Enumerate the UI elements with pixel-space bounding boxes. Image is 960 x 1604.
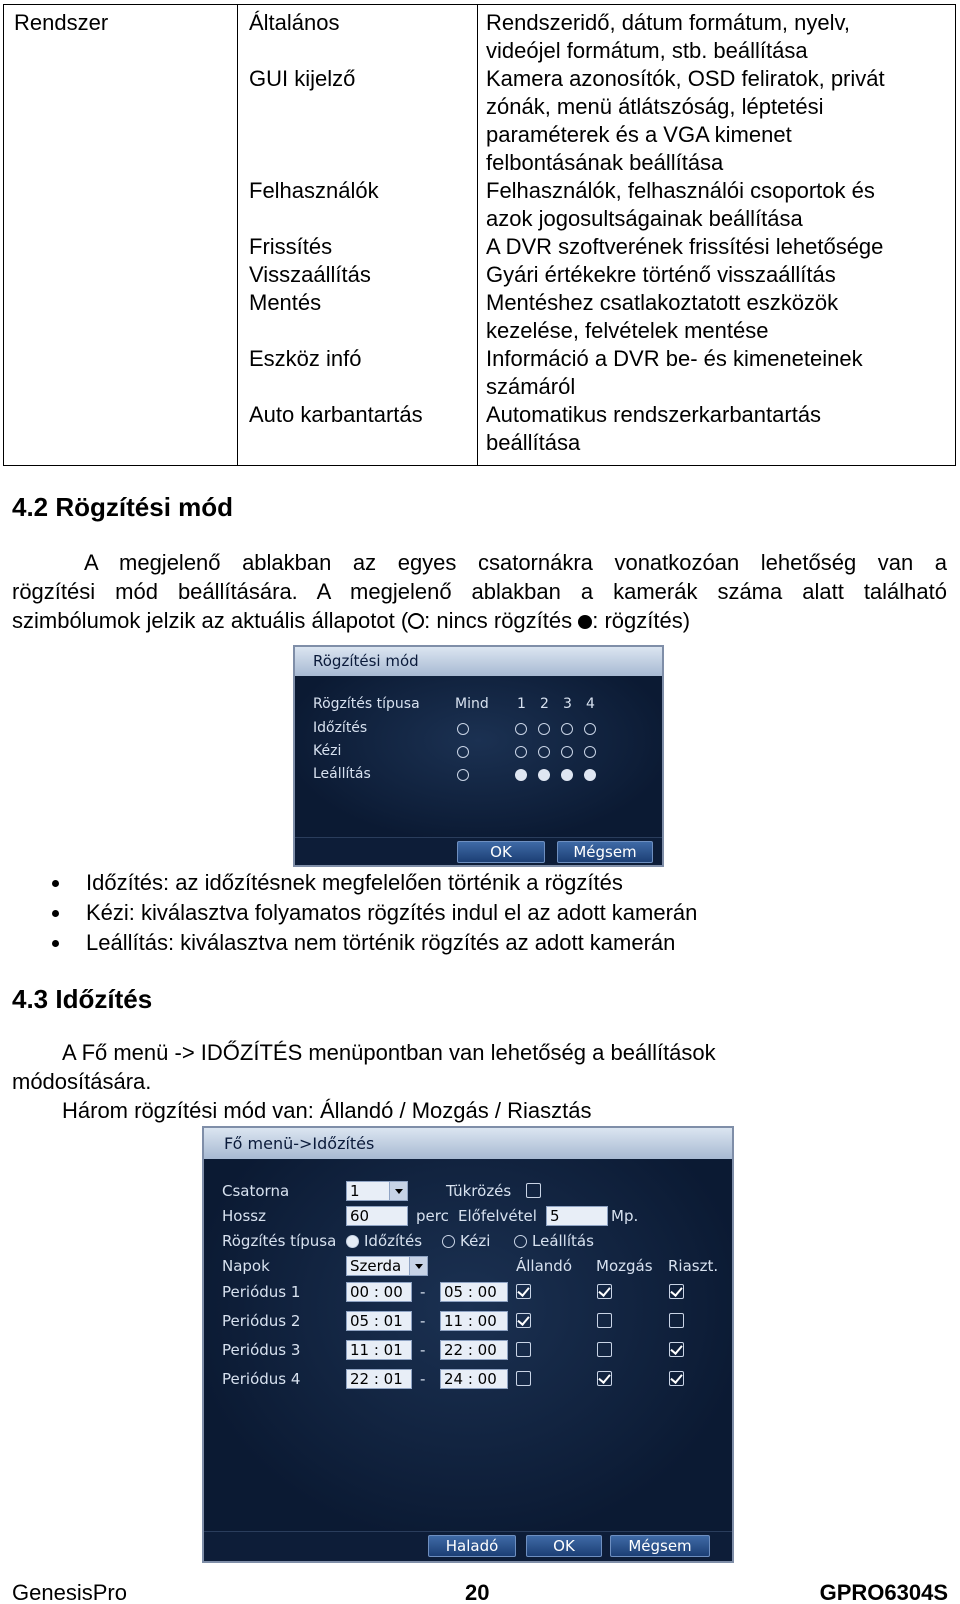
- record-type-option-label: Leállítás: [532, 1232, 594, 1250]
- constant-checkbox[interactable]: [516, 1284, 531, 1299]
- paragraph-text: : nincs rögzítés: [424, 608, 579, 633]
- motion-column-header: Mozgás: [596, 1257, 653, 1275]
- channel-mode-radio[interactable]: [584, 746, 596, 758]
- channel-mode-radio[interactable]: [584, 769, 596, 781]
- channel-mode-radio[interactable]: [584, 723, 596, 735]
- channel-mode-radio[interactable]: [561, 723, 573, 735]
- channel-number-header: 4: [586, 696, 595, 712]
- period-separator: -: [420, 1312, 426, 1330]
- footer-brand: GenesisPro: [12, 1580, 127, 1604]
- paragraph-line: Három rögzítési mód van: Állandó / Mozgás / Riasztás: [62, 1098, 592, 1123]
- all-channels-radio[interactable]: [457, 723, 469, 735]
- alarm-checkbox[interactable]: [669, 1342, 684, 1357]
- advanced-button[interactable]: Haladó: [428, 1535, 516, 1557]
- record-type-option-label: Kézi: [460, 1232, 491, 1250]
- chevron-down-icon: [409, 1257, 427, 1275]
- length-unit: perc: [416, 1207, 449, 1225]
- constant-checkbox[interactable]: [516, 1313, 531, 1328]
- table-category: Rendszer: [14, 10, 109, 35]
- period-label: Periódus 4: [222, 1370, 301, 1388]
- all-channels-radio[interactable]: [457, 746, 469, 758]
- constant-checkbox[interactable]: [516, 1371, 531, 1386]
- period-label: Periódus 2: [222, 1312, 301, 1330]
- table-row-description: kezelése, felvételek mentése: [486, 318, 769, 343]
- channel-label: Csatorna: [222, 1182, 290, 1200]
- table-row-description: Mentéshez csatlakoztatott eszközök: [486, 290, 839, 315]
- days-value: Szerda: [350, 1257, 402, 1275]
- period-end-input[interactable]: 11 : 00: [440, 1311, 508, 1331]
- channel-mode-radio[interactable]: [561, 746, 573, 758]
- period-start-input[interactable]: 05 : 01: [346, 1311, 412, 1331]
- table-row-name: Általános: [249, 10, 340, 35]
- table-row-description: azok jogosultságainak beállítása: [486, 206, 803, 231]
- alarm-checkbox[interactable]: [669, 1284, 684, 1299]
- channel-mode-radio[interactable]: [538, 746, 550, 758]
- table-row-description: Rendszeridő, dátum formátum, nyelv,: [486, 10, 850, 35]
- channel-mode-radio[interactable]: [515, 723, 527, 735]
- alarm-checkbox[interactable]: [669, 1371, 684, 1386]
- record-mode-dialog: [293, 645, 664, 867]
- paragraph-text: szimbólumok jelzik az aktuális állapotot (: [12, 608, 409, 633]
- table-row-description: felbontásának beállítása: [486, 150, 724, 175]
- all-channels-radio[interactable]: [457, 769, 469, 781]
- record-type-label: Rögzítés típusa: [222, 1232, 337, 1250]
- channel-mode-radio[interactable]: [561, 769, 573, 781]
- record-type-header: Rögzítés típusa: [313, 696, 420, 712]
- channel-mode-radio[interactable]: [515, 746, 527, 758]
- paragraph-line: [12, 606, 947, 635]
- system-menu-table: [3, 4, 956, 466]
- paragraph-line: módosítására.: [12, 1069, 152, 1094]
- motion-checkbox[interactable]: [597, 1342, 612, 1357]
- period-end-input[interactable]: 22 : 00: [440, 1340, 508, 1360]
- record-mode-row-label: Kézi: [313, 743, 342, 759]
- days-select[interactable]: [346, 1256, 428, 1276]
- list-item: Leállítás: kiválasztva nem történik rögzítés az adott kamerán: [52, 928, 697, 958]
- channel-value: 1: [350, 1182, 360, 1200]
- period-label: Periódus 1: [222, 1283, 301, 1301]
- channel-mode-radio[interactable]: [538, 723, 550, 735]
- page-number: 20: [465, 1580, 490, 1604]
- table-row-description: paraméterek és a VGA kimenet: [486, 122, 792, 147]
- alarm-column-header: Riaszt.: [668, 1257, 719, 1275]
- mirror-label: Tükrözés: [446, 1182, 512, 1200]
- ok-button[interactable]: OK: [457, 841, 545, 863]
- cancel-button[interactable]: Mégsem: [557, 841, 653, 863]
- constant-column-header: Állandó: [516, 1257, 572, 1275]
- section-heading-4-2: 4.2 Rögzítési mód: [12, 492, 234, 522]
- cancel-button[interactable]: Mégsem: [610, 1535, 710, 1557]
- record-type-radio[interactable]: [514, 1235, 527, 1248]
- table-row-name: Mentés: [249, 290, 322, 315]
- table-row-description: beállítása: [486, 430, 581, 455]
- table-row-description: Automatikus rendszerkarbantartás: [486, 402, 822, 427]
- period-separator: -: [420, 1283, 426, 1301]
- channel-mode-radio[interactable]: [515, 769, 527, 781]
- motion-checkbox[interactable]: [597, 1371, 612, 1386]
- length-input[interactable]: 60: [346, 1206, 408, 1226]
- table-row-description: Információ a DVR be- és kimeneteinek: [486, 346, 863, 371]
- motion-checkbox[interactable]: [597, 1313, 612, 1328]
- period-separator: -: [420, 1370, 426, 1388]
- record-type-option-label: Időzítés: [364, 1232, 423, 1250]
- period-start-input[interactable]: 22 : 01: [346, 1369, 412, 1389]
- channel-mode-radio[interactable]: [538, 769, 550, 781]
- prerecord-unit: Mp.: [611, 1207, 639, 1225]
- table-row-name: Eszköz infó: [249, 346, 362, 371]
- period-label: Periódus 3: [222, 1341, 301, 1359]
- chevron-down-icon: [389, 1182, 407, 1200]
- channel-number-header: 3: [563, 696, 572, 712]
- paragraph-line: A megjelenő ablakban az egyes csatornákra vonatkozóan lehetőség van a: [84, 550, 947, 575]
- length-label: Hossz: [222, 1207, 266, 1225]
- prerecord-input[interactable]: 5: [546, 1206, 608, 1226]
- table-row-name: GUI kijelző: [249, 66, 356, 91]
- record-mode-row-label: Időzítés: [313, 720, 368, 736]
- table-row-name: Auto karbantartás: [249, 402, 423, 427]
- all-channels-header: Mind: [455, 696, 489, 712]
- table-row-description: számáról: [486, 374, 576, 399]
- alarm-checkbox[interactable]: [669, 1313, 684, 1328]
- dialog-title: Rögzítési mód: [295, 647, 662, 676]
- record-type-radio[interactable]: [442, 1235, 455, 1248]
- period-start-input[interactable]: 11 : 01: [346, 1340, 412, 1360]
- paragraph-text: : rögzítés): [592, 608, 691, 633]
- table-row-description: Felhasználók, felhasználói csoportok és: [486, 178, 875, 203]
- no-record-symbol-icon: [408, 613, 424, 629]
- record-mode-row-label: Leállítás: [313, 766, 371, 782]
- period-start-input[interactable]: 00 : 00: [346, 1282, 412, 1302]
- paragraph-line: A Fő menü -> IDŐZÍTÉS menüpontban van lehetőség a beállítások: [62, 1040, 716, 1065]
- channel-number-header: 1: [517, 696, 526, 712]
- table-row-description: A DVR szoftverének frissítési lehetősége: [486, 234, 884, 259]
- channel-select[interactable]: [346, 1181, 408, 1201]
- table-row-description: Kamera azonosítók, OSD feliratok, privát: [486, 66, 885, 91]
- ok-button[interactable]: OK: [526, 1535, 602, 1557]
- recording-symbol-icon: [578, 615, 592, 629]
- dialog-title: Fő menü->Időzítés: [204, 1128, 732, 1159]
- footer-model: GPRO6304S: [819, 1580, 948, 1604]
- days-label: Napok: [222, 1257, 270, 1275]
- mirror-checkbox[interactable]: [526, 1183, 541, 1198]
- page-footer: [12, 1580, 948, 1604]
- motion-checkbox[interactable]: [597, 1284, 612, 1299]
- section-heading-4-3: 4.3 Időzítés: [12, 984, 153, 1014]
- period-end-input[interactable]: 24 : 00: [440, 1369, 508, 1389]
- constant-checkbox[interactable]: [516, 1342, 531, 1357]
- table-row-description: videójel formátum, stb. beállítása: [486, 38, 808, 63]
- channel-number-header: 2: [540, 696, 549, 712]
- list-item: Időzítés: az időzítésnek megfelelően történik a rögzítés: [52, 868, 697, 898]
- table-row-name: Felhasználók: [249, 178, 379, 203]
- table-row-description: Gyári értékekre történő visszaállítás: [486, 262, 836, 287]
- table-row-name: Visszaállítás: [249, 262, 371, 287]
- prerecord-label: Előfelvétel: [458, 1207, 537, 1225]
- schedule-dialog: [202, 1126, 734, 1563]
- table-row-name: Frissítés: [249, 234, 333, 259]
- record-type-radio[interactable]: [346, 1235, 359, 1248]
- period-end-input[interactable]: 05 : 00: [440, 1282, 508, 1302]
- paragraph-line: rögzítési mód beállítására. A megjelenő ablakban a kamerák száma alatt található: [12, 579, 947, 604]
- record-mode-bullets: [52, 868, 697, 958]
- period-separator: -: [420, 1341, 426, 1359]
- table-row-description: zónák, menü átlátszóság, léptetési: [486, 94, 824, 119]
- list-item: Kézi: kiválasztva folyamatos rögzítés indul el az adott kamerán: [52, 898, 697, 928]
